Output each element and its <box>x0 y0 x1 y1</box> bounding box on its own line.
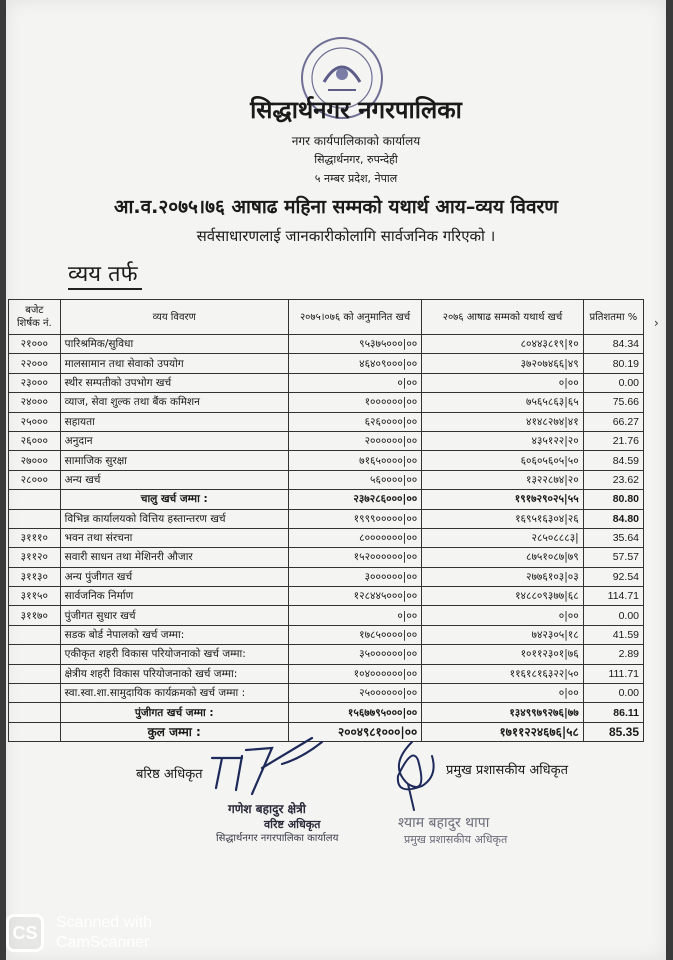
row-actual: ८०४४३८१९|१० <box>422 335 583 354</box>
current-total-actual: १९१७२९०२५|५५ <box>422 490 583 509</box>
header-desc: व्यय विवरण <box>60 300 288 335</box>
capital-total-label: पुंजीगत खर्च जम्मा : <box>60 703 288 722</box>
grand-total-percent: 85.35 <box>583 722 643 741</box>
table-row <box>9 335 644 354</box>
row-code: ३११२० <box>9 548 61 567</box>
document-page <box>6 0 666 960</box>
table-row <box>9 528 644 547</box>
chief-admin-officer-title: प्रमुख प्रशासकीय अधिकृत <box>446 763 569 778</box>
row-desc: सहायता <box>60 412 288 431</box>
fiscal-transfer-label: विभिन्न कार्यालयको वित्तिय हस्तान्तरण खर्च <box>60 509 288 528</box>
row-percent: 0.00 <box>583 684 643 703</box>
row-percent: 66.27 <box>583 412 643 431</box>
watermark-line2: CamScanner <box>56 934 150 951</box>
table-row <box>9 548 644 567</box>
row-desc: एकीकृत शहरी विकास परियोजनाको खर्च जम्मा: <box>60 645 288 664</box>
senior-officer-role: वरिष्ट अधिकृत <box>264 818 321 831</box>
camscanner-watermark <box>0 904 200 960</box>
table-header-row <box>9 300 644 335</box>
row-actual: ४१४८२७४|४१ <box>422 412 583 431</box>
row-percent: 84.59 <box>583 451 643 470</box>
office-location: सिद्धार्थनगर, रुपन्देही <box>314 153 398 166</box>
row-percent: 114.71 <box>583 587 643 606</box>
statement-title: आ.व.२०७५।७६ आषाढ महिना सम्मको यथार्थ आय–व्यय विवरण <box>113 196 559 218</box>
fiscal-transfer-row <box>9 509 644 528</box>
fiscal-transfer-percent: 84.80 <box>583 509 643 528</box>
row-actual: १४८८०९३७७|६८ <box>422 587 583 606</box>
row-percent: 0.00 <box>583 373 643 392</box>
current-total-percent: 80.80 <box>583 490 643 509</box>
table-row <box>9 645 644 664</box>
row-estimate: ७१६५००००|०० <box>288 451 421 470</box>
row-estimate: ८०००००००|०० <box>288 528 421 547</box>
table-row <box>9 587 644 606</box>
row-percent: 35.64 <box>583 528 643 547</box>
capital-total-percent: 86.11 <box>583 703 643 722</box>
capital-total-row <box>9 703 644 722</box>
row-desc: व्याज, सेवा शुल्क तथा बैंक कमिशन <box>60 393 288 412</box>
row-desc: अन्य पुंजीगत खर्च <box>60 567 288 586</box>
row-code: ३११५० <box>9 587 61 606</box>
row-code: २६००० <box>9 431 61 450</box>
row-estimate: १२८४४५०००|०० <box>288 587 421 606</box>
row-percent: 23.62 <box>583 470 643 489</box>
row-estimate: ०|०० <box>288 373 421 392</box>
row-actual: २८५०८८८३| <box>422 528 583 547</box>
row-desc: क्षेत्रीय शहरी विकास परियोजनाको खर्च जम्मा: <box>60 664 288 683</box>
row-code: २७००० <box>9 451 61 470</box>
row-code: ३११३० <box>9 567 61 586</box>
table-row <box>9 470 644 489</box>
row-percent: 41.59 <box>583 625 643 644</box>
row-code: २८००० <box>9 470 61 489</box>
row-percent: 75.66 <box>583 393 643 412</box>
row-percent: 57.57 <box>583 548 643 567</box>
row-estimate: १५२००००००|०० <box>288 548 421 567</box>
row-desc: पारिश्रमिक/सुविधा <box>60 335 288 354</box>
row-desc: भवन तथा संरचना <box>60 528 288 547</box>
row-desc: सवारी साधन तथा मेशिनरी औजार <box>60 548 288 567</box>
senior-officer-title: बरिष्ठ अधिकृत <box>136 767 203 782</box>
row-estimate: १७८५००००|०० <box>288 625 421 644</box>
row-estimate: ५६००००|०० <box>288 470 421 489</box>
row-estimate: ६२६००००|०० <box>288 412 421 431</box>
table-row <box>9 431 644 450</box>
row-actual: ३७२०७४६६|४९ <box>422 354 583 373</box>
camscanner-logo-icon: CS <box>6 914 44 952</box>
row-desc: सामाजिक सुरक्षा <box>60 451 288 470</box>
row-actual: ६०६०५६०५|५० <box>422 451 583 470</box>
row-code: २३००० <box>9 373 61 392</box>
row-estimate: ३००००००|०० <box>288 567 421 586</box>
row-actual: ०|०० <box>422 684 583 703</box>
header-code: बजेट शिर्षक नं. <box>9 300 61 335</box>
senior-officer-name: गणेश बहादुर क्षेत्री <box>228 802 306 816</box>
row-actual: ७५६५८६३|६५ <box>422 393 583 412</box>
row-desc: पुंजीगत सुधार खर्च <box>60 606 288 625</box>
row-estimate: १००००००|०० <box>288 393 421 412</box>
table-row <box>9 567 644 586</box>
current-total-estimate: २३७२८६०००|०० <box>288 490 421 509</box>
row-desc: अनुदान <box>60 431 288 450</box>
fiscal-transfer-estimate: १९९९०००००|०० <box>288 509 421 528</box>
row-actual: ७४२३०५|१८ <box>422 625 583 644</box>
senior-officer-org: सिद्धार्थनगर नगरपालिका कार्यालय <box>216 833 339 844</box>
grand-total-actual: १७११२२४६७६|५८ <box>422 722 583 741</box>
row-desc: सडक बोर्ड नेपालको खर्च जम्मा: <box>60 625 288 644</box>
signature-right <box>378 736 448 816</box>
row-estimate: १०४००००००|०० <box>288 664 421 683</box>
table-row <box>9 606 644 625</box>
row-desc: स्वा.स्वा.शा.सामुदायिक कार्यक्रमको खर्च जम्मा : <box>60 684 288 703</box>
table-row <box>9 412 644 431</box>
row-code: ३१११० <box>9 528 61 547</box>
row-percent: 21.76 <box>583 431 643 450</box>
current-total-row <box>9 490 644 509</box>
table-row <box>9 451 644 470</box>
table-row <box>9 393 644 412</box>
table-row <box>9 664 644 683</box>
row-percent: 0.00 <box>583 606 643 625</box>
row-actual: ११६१८१६३२२|५० <box>422 664 583 683</box>
header-percent: प्रतिशतमा % <box>583 300 643 335</box>
row-percent: 80.19 <box>583 354 643 373</box>
row-percent: 84.34 <box>583 335 643 354</box>
row-code: २५००० <box>9 412 61 431</box>
row-desc: स्थीर सम्पतीको उपभोग खर्च <box>60 373 288 392</box>
row-estimate: २००००००|०० <box>288 431 421 450</box>
row-code: २१००० <box>9 335 61 354</box>
row-percent: 92.54 <box>583 567 643 586</box>
office-name: नगर कार्यपालिकाको कार्यालय <box>291 134 421 148</box>
capital-total-actual: १३४९९७९२७६|७७ <box>422 703 583 722</box>
margin-mark: › <box>654 316 659 330</box>
row-estimate: ९५३७५०००|०० <box>288 335 421 354</box>
row-code: २२००० <box>9 354 61 373</box>
section-title-expenditure: व्यय तर्फ <box>68 262 142 290</box>
row-estimate: ०|०० <box>288 606 421 625</box>
row-estimate: ४६४०९०००|०० <box>288 354 421 373</box>
table-row <box>9 625 644 644</box>
chief-admin-officer-role: प्रमुख प्रशासकीय अधिकृत <box>404 833 508 846</box>
row-desc: मालसामान तथा सेवाको उपयोग <box>60 354 288 373</box>
row-actual: १३२२८७४|२० <box>422 470 583 489</box>
header-actual: २०७६ आषाढ सम्मको यथार्थ खर्च <box>422 300 583 335</box>
header-estimate: २०७५।०७६ को अनुमानित खर्च <box>288 300 421 335</box>
row-percent: 111.71 <box>583 664 643 683</box>
chief-admin-officer-name: श्याम बहादुर थापा <box>398 815 490 831</box>
public-note: सर्वसाधारणलाई जानकारीकोलागि सार्वजनिक गरिएको । <box>196 227 496 245</box>
row-estimate: ३५००००००|०० <box>288 645 421 664</box>
table-row <box>9 684 644 703</box>
watermark-line1: Scanned with <box>56 914 153 931</box>
expenditure-table <box>8 299 644 742</box>
row-desc: अन्य खर्च <box>60 470 288 489</box>
grand-total-estimate: २००४९८१०००|०० <box>288 722 421 741</box>
row-code: ३११७० <box>9 606 61 625</box>
row-actual: ८७५१०८७|७९ <box>422 548 583 567</box>
signature-left <box>202 728 332 798</box>
row-actual: ०|०० <box>422 606 583 625</box>
org-name: सिद्धार्थनगर नगरपालिका <box>250 96 462 124</box>
row-estimate: २५००००००|०० <box>288 684 421 703</box>
row-percent: 2.89 <box>583 645 643 664</box>
table-row <box>9 373 644 392</box>
province: ५ नम्बर प्रदेश, नेपाल <box>314 172 398 185</box>
grand-total-label: कुल जम्मा : <box>60 722 288 741</box>
table-row <box>9 354 644 373</box>
row-actual: ०|०० <box>422 373 583 392</box>
row-actual: ४३५१२२|२० <box>422 431 583 450</box>
current-total-label: चालु खर्च जम्मा : <box>60 490 288 509</box>
fiscal-transfer-actual: १६९५१६३०४|२६ <box>422 509 583 528</box>
row-desc: सार्वजनिक निर्माण <box>60 587 288 606</box>
row-actual: १०११२३०१|७६ <box>422 645 583 664</box>
capital-total-estimate: १५६७७९५०००|०० <box>288 703 421 722</box>
row-code: २४००० <box>9 393 61 412</box>
row-actual: २७७६१०३|०३ <box>422 567 583 586</box>
